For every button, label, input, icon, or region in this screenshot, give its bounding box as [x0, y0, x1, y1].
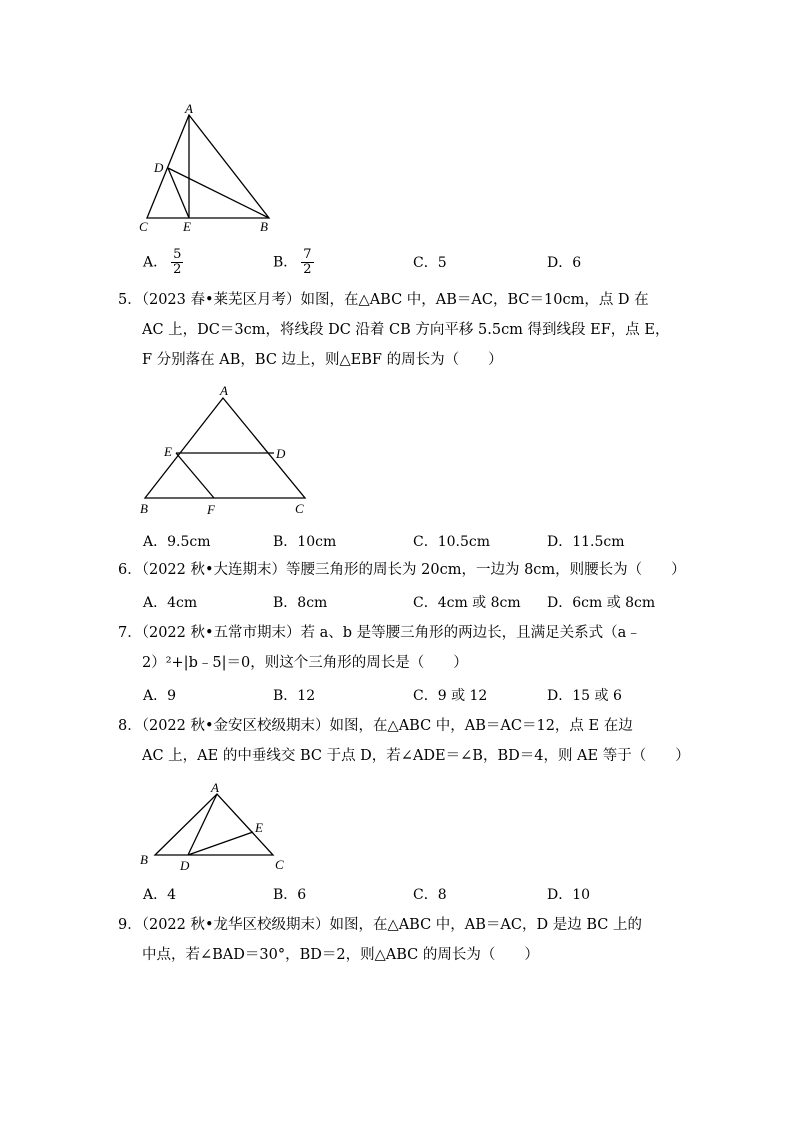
q8-line-1: 8．（2022 秋•金安区校级期末）如图，在△ABC 中，AB＝AC＝12，点 E 在边: [118, 718, 633, 734]
q7-options: [143, 685, 763, 705]
q5-options: [143, 531, 763, 551]
q5-option-b[interactable]: B．10cm: [273, 534, 337, 550]
q5-line-1: 5．（2023 春•莱芜区月考）如图，在△ABC 中，AB＝AC，BC＝10cm，点 D 在: [118, 292, 649, 308]
q8-options: [143, 884, 763, 904]
q6-line-1: 6．（2022 秋•大连期末）等腰三角形的周长为 20cm，一边为 8cm，则腰长为（ ）: [118, 562, 686, 578]
q9-line-2: 中点，若∠BAD＝30°，BD＝2，则△ABC 的周长为（ ）: [142, 947, 539, 963]
q5-label-e: E: [164, 444, 172, 459]
q8-option-a[interactable]: A．4: [143, 887, 177, 903]
q8-option-c[interactable]: C．8: [413, 887, 447, 903]
q4-option-b-numerator: 7: [303, 247, 312, 262]
q5-question: [118, 285, 678, 375]
q8-label-a: A: [211, 780, 219, 795]
q5-line-2: AC 上，DC＝3cm，将线段 DC 沿着 CB 方向平移 5.5cm 得到线段 EF，点 E，: [142, 322, 670, 338]
q4-label-b: B: [260, 219, 268, 234]
q6-options: [143, 592, 763, 612]
q4-option-a[interactable]: [143, 248, 183, 277]
q7-line-2: 2）²+|b﹣5|＝0，则这个三角形的周长是（ ）: [142, 655, 468, 671]
q4-triangle-figure: [130, 100, 290, 236]
q5-label-b: B: [140, 501, 148, 516]
q7-option-a[interactable]: A．9: [143, 688, 177, 704]
q7-option-c[interactable]: C．9 或 12: [413, 688, 488, 704]
q4-options: [143, 247, 763, 277]
q4-label-d: D: [154, 160, 164, 175]
q5-label-f: F: [207, 502, 215, 517]
q4-label-e: E: [183, 219, 191, 234]
q5-option-c[interactable]: C．10.5cm: [413, 534, 490, 550]
q4-segment-db: [168, 168, 269, 218]
q6-option-d[interactable]: D．6cm 或 8cm: [547, 595, 656, 611]
q8-label-e: E: [255, 820, 263, 835]
q4-option-a-fraction: [171, 248, 183, 277]
q7-option-d[interactable]: D．15 或 6: [547, 688, 622, 704]
q4-label-a: A: [185, 101, 193, 116]
q4-label-c: C: [139, 219, 148, 234]
q8-label-b: B: [140, 852, 148, 867]
q5-label-a: A: [220, 383, 228, 398]
q4-option-b-fraction: [301, 248, 313, 277]
q8-triangle-figure: [130, 780, 300, 880]
q5-label-d: D: [276, 446, 286, 461]
q8-option-b[interactable]: B．6: [273, 887, 307, 903]
q4-segment-de: [168, 168, 189, 218]
q4-triangle-abc: [147, 115, 269, 218]
q4-option-a-denominator: 2: [173, 262, 182, 277]
q9-line-1: 9．（2022 秋•龙华区校级期末）如图，在△ABC 中，AB＝AC，D 是边 BC 上的: [118, 917, 642, 933]
q5-label-c: C: [295, 501, 304, 516]
q6-option-c[interactable]: C．4cm 或 8cm: [413, 595, 521, 611]
q8-option-d[interactable]: D．10: [547, 887, 591, 903]
q7-line-1: 7．（2022 秋•五常市期末）若 a、b 是等腰三角形的两边长，且满足关系式（a﹣: [118, 625, 641, 641]
q5-option-a[interactable]: A．9.5cm: [143, 534, 211, 550]
q6-question: [118, 555, 686, 585]
q7-question: [118, 618, 678, 678]
q6-option-a[interactable]: A．4cm: [143, 595, 198, 611]
q4-option-c[interactable]: C．5: [413, 255, 447, 271]
q6-option-b[interactable]: B．8cm: [273, 595, 328, 611]
q4-option-a-numerator: 5: [173, 247, 182, 262]
q8-label-c: C: [275, 857, 284, 872]
q8-question: [118, 711, 690, 771]
q9-question: [118, 910, 678, 970]
q4-option-a-label: A．: [143, 254, 168, 271]
q5-line-3: F 分别落在 AB，BC 边上，则△EBF 的周长为（ ）: [142, 352, 503, 368]
q5-segment-ef: [176, 453, 214, 498]
q4-option-d[interactable]: D．6: [547, 255, 582, 271]
q5-option-d[interactable]: D．11.5cm: [547, 534, 625, 550]
q8-label-d: D: [180, 858, 190, 873]
q5-triangle-figure: [130, 380, 320, 520]
q4-option-b[interactable]: [273, 248, 314, 277]
q7-option-b[interactable]: B．12: [273, 688, 316, 704]
q8-line-2: AC 上，AE 的中垂线交 BC 于点 D，若∠ADE＝∠B，BD＝4，则 AE 等于（ ）: [142, 748, 690, 764]
q4-option-b-label: B．: [273, 254, 298, 271]
q4-option-b-denominator: 2: [303, 262, 312, 277]
